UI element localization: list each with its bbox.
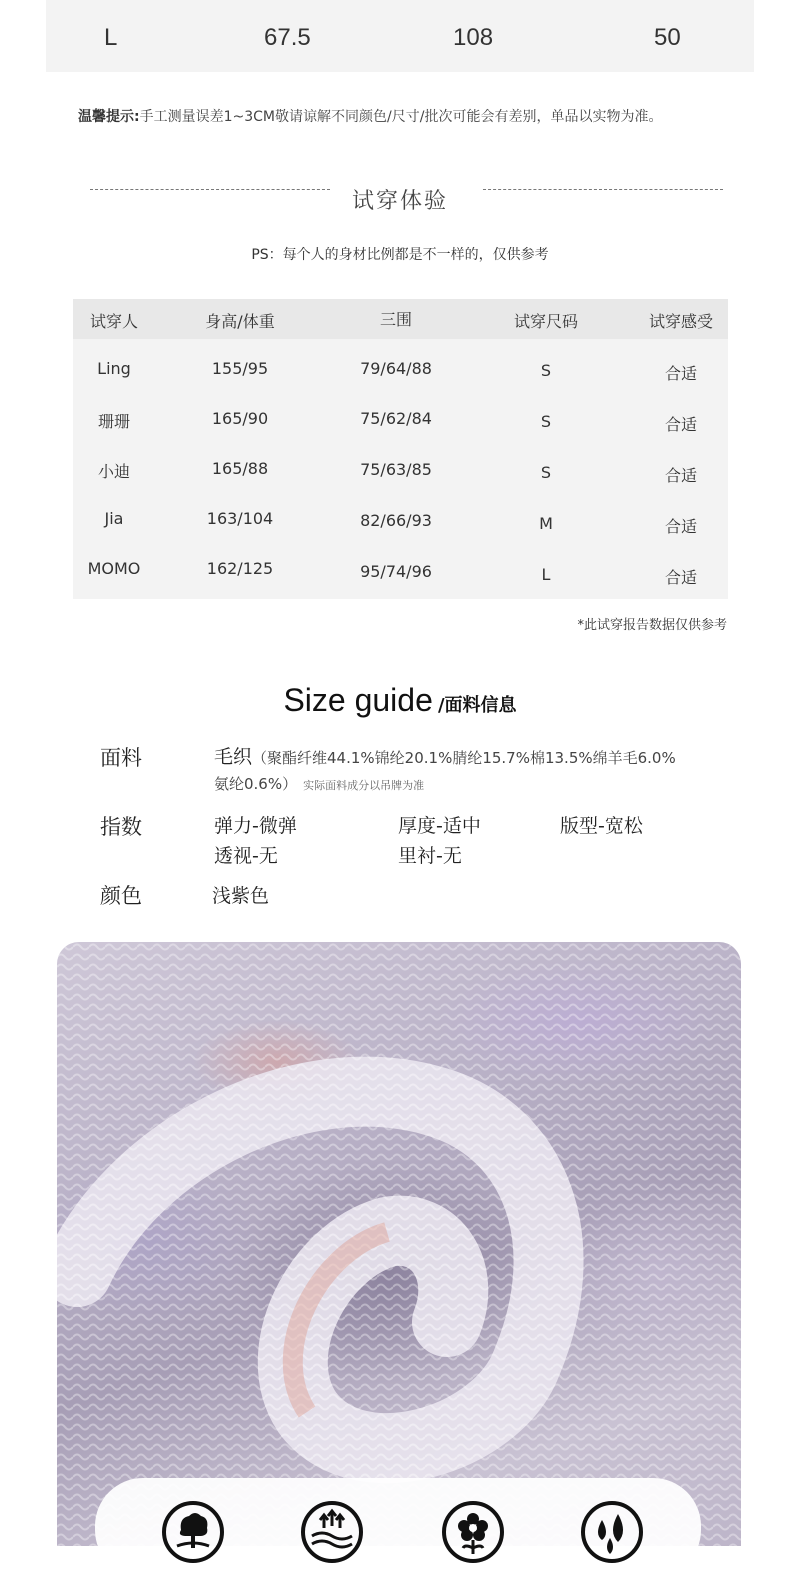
cell-size: M <box>539 514 553 533</box>
cell-size: L <box>541 565 551 584</box>
cell-tester: Jia <box>104 509 124 528</box>
shoulder-cell: 50 <box>654 24 681 51</box>
cell-size: S <box>540 412 552 431</box>
cell-feeling: 合适 <box>664 517 697 536</box>
tip-text: 手工测量误差1~3CM敬请谅解不同颜色/尺寸/批次可能会有差别，单品以实物为准。 <box>139 109 663 125</box>
color-label: 颜色 <box>100 884 142 908</box>
cell-measurements: 75/63/85 <box>360 460 432 479</box>
cell-measurements: 95/74/96 <box>360 562 432 581</box>
header-feeling: 试穿感受 <box>648 312 713 331</box>
size-row <box>46 0 754 72</box>
fabric-composition <box>214 742 676 769</box>
thickness-value: 厚度-适中 <box>398 815 481 837</box>
header-tester: 试穿人 <box>89 312 138 331</box>
lining-value: 里衬-无 <box>398 845 462 867</box>
size-cell: L <box>104 24 118 51</box>
cell-feeling: 合适 <box>664 364 697 383</box>
header-size: 试穿尺码 <box>513 312 578 331</box>
cell-tester: 小迪 <box>97 462 130 481</box>
cell-tester: Ling <box>97 359 131 378</box>
flower-icon <box>441 1500 505 1564</box>
fabric-composition-line2 <box>214 772 424 794</box>
cell-tester: 珊珊 <box>97 412 130 431</box>
cell-measurements: 75/62/84 <box>360 409 432 428</box>
knit-texture <box>57 942 741 1546</box>
tree-icon <box>161 1500 225 1564</box>
fabric-detail-line2: 氨纶0.6%） <box>214 775 298 793</box>
cell-tester: MOMO <box>87 559 141 578</box>
index-label: 指数 <box>100 815 142 839</box>
fit-value: 版型-宽松 <box>560 815 643 837</box>
cell-height-weight: 162/125 <box>206 559 274 578</box>
transparency-value: 透视-无 <box>214 845 278 867</box>
bust-cell: 108 <box>453 24 494 51</box>
cell-size: S <box>540 361 552 380</box>
fabric-detail-line1: （聚酯纤维44.1%锦纶20.1%腈纶15.7%棉13.5%绵羊毛6.0% <box>252 749 676 767</box>
fabric-main: 毛织 <box>214 746 253 768</box>
color-value: 浅紫色 <box>212 885 270 907</box>
fabric-label: 面料 <box>100 746 142 770</box>
cell-height-weight: 165/88 <box>211 459 269 478</box>
elasticity-value: 弹力-微弹 <box>214 815 297 837</box>
section-title: 试穿体验 <box>351 189 448 214</box>
size-guide-subtitle: /面料信息 <box>437 695 517 716</box>
cell-feeling: 合适 <box>664 568 697 587</box>
ps-note: PS：每个人的身材比例都是不一样的，仅供参考 <box>251 247 549 263</box>
header-height-weight: 身高/体重 <box>205 312 275 331</box>
length-cell: 67.5 <box>264 24 311 51</box>
fabric-note: 实际面料成分以吊牌为准 <box>303 779 425 792</box>
cell-height-weight: 165/90 <box>211 409 269 428</box>
measurement-tip <box>78 106 662 126</box>
cell-feeling: 合适 <box>664 415 697 434</box>
cell-size: S <box>540 463 552 482</box>
cell-height-weight: 155/95 <box>211 359 269 378</box>
tip-label: 温馨提示: <box>78 109 140 125</box>
divider-right <box>483 189 723 190</box>
breathable-icon <box>300 1500 364 1564</box>
size-guide-title: Size guide <box>283 682 433 718</box>
water-drops-icon <box>580 1500 644 1564</box>
cell-feeling: 合适 <box>664 466 697 485</box>
cell-measurements: 79/64/88 <box>360 359 432 378</box>
cell-measurements: 82/66/93 <box>360 511 432 530</box>
header-measurements: 三围 <box>379 310 412 329</box>
size-guide-heading <box>0 682 800 719</box>
fabric-photo <box>57 942 741 1546</box>
cell-height-weight: 163/104 <box>206 509 274 528</box>
fitting-table <box>73 299 728 599</box>
report-note: *此试穿报告数据仅供参考 <box>577 618 727 633</box>
table-header <box>73 299 728 339</box>
